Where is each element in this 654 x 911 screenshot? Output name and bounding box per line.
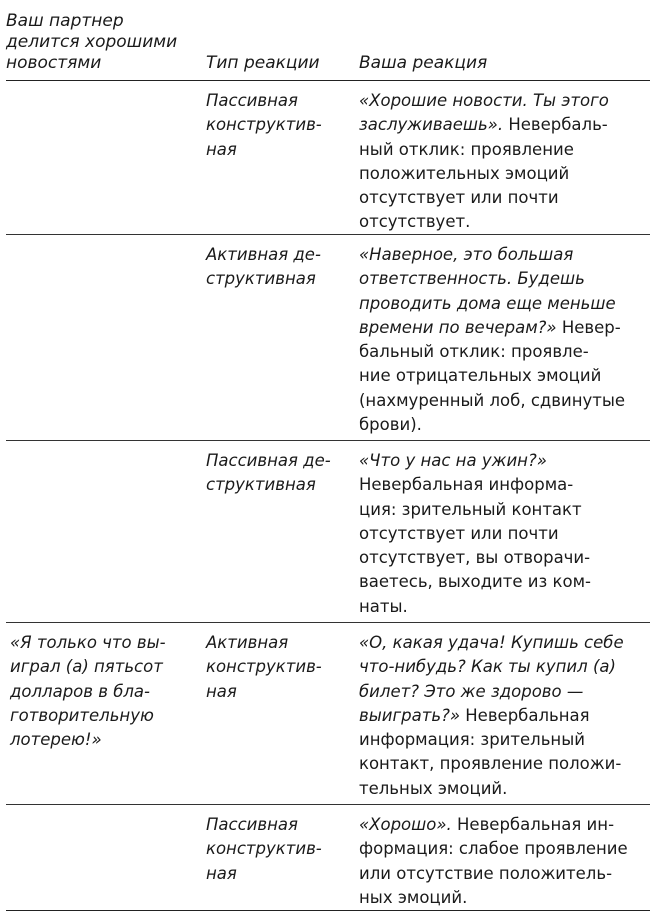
reaction-quote: «Хорошо».	[359, 815, 452, 834]
reaction-type-cell: Пассивная де- структивная	[206, 451, 331, 495]
reaction-nonverbal: Невербальная информация: зрительный контакт, проявление положи- тельных эмоций.	[359, 705, 622, 798]
reaction-quote: «О, какая удача! Купишь себе что-нибудь? Как ты купил (а) билет? Это же здорово — выиграть?»	[359, 633, 624, 725]
reaction-type-cell: Пассивная конструктив- ная	[206, 91, 322, 159]
reaction-nonverbal: Невербаль- ный отклик: проявление положительных эмоций отсутствует или почти отсутствует.	[359, 115, 608, 232]
reaction-cell	[359, 89, 651, 235]
header-reaction: Ваша реакция	[359, 53, 488, 73]
table-row	[6, 623, 650, 805]
reaction-quote: «Наверное, это большая ответственность. Будешь проводить дома еще меньше времени по вечерам?»	[359, 245, 616, 337]
reaction-type-cell: Активная де- структивная	[206, 245, 321, 289]
reaction-nonverbal: Невер- бальный отклик: проявле- ние отрицательных эмоций (нахмуренный лоб, сдвинутые брови).	[359, 317, 626, 435]
table-row	[6, 81, 650, 235]
reaction-quote: «Что у нас на ужин?»	[359, 451, 547, 470]
reaction-cell	[359, 449, 651, 619]
reaction-table	[6, 0, 650, 911]
table-header	[6, 0, 650, 81]
table-row	[6, 235, 650, 441]
reaction-quote: «Хорошие новости. Ты этого заслуживаешь».	[359, 91, 609, 135]
reaction-type-cell: Пассивная конструктив- ная	[206, 815, 322, 883]
header-type: Тип реакции	[206, 53, 320, 73]
reaction-nonverbal: Невербальная ин- формация: слабое проявление или отсутствие положитель- ных эмоций.	[359, 815, 628, 907]
table-row	[6, 805, 650, 911]
reaction-type-cell: Активная конструктив- ная	[206, 633, 322, 701]
reaction-cell	[359, 243, 651, 437]
partner-news-cell: «Я только что вы- играл (а) пятьсот долларов в бла- готворительную лотерею!»	[10, 633, 166, 750]
header-partner: Ваш партнер делится хорошими новостями	[6, 11, 178, 73]
reaction-cell	[359, 631, 651, 801]
reaction-cell	[359, 813, 651, 910]
table-row	[6, 441, 650, 623]
reaction-nonverbal: Невербальная информа- ция: зрительный контакт отсутствует или почти отсутствует, вы отворачи- ваетесь, выходите из ком- наты.	[359, 475, 591, 616]
